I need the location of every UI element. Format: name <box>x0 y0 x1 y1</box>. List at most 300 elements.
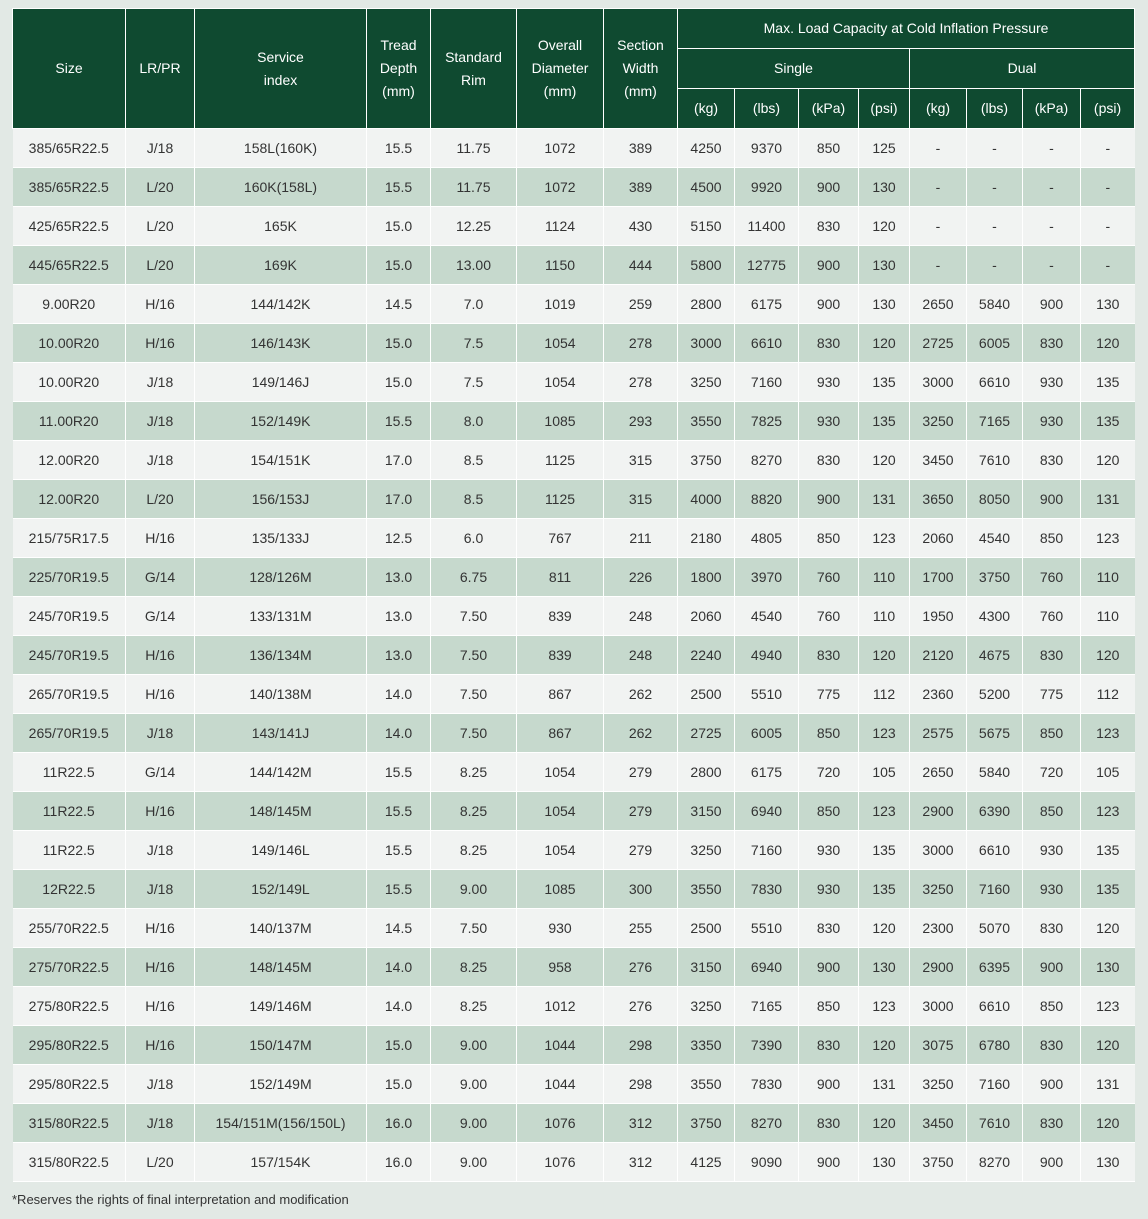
cell-single-psi: 120 <box>859 324 910 363</box>
cell-lrpr: H/16 <box>126 519 195 558</box>
cell-single-kpa: 900 <box>799 285 859 324</box>
table-row <box>13 1065 1135 1104</box>
cell-standard-rim: 11.75 <box>431 168 517 207</box>
cell-single-psi: 112 <box>859 675 910 714</box>
table-row <box>13 207 1135 246</box>
table-header <box>13 9 1135 129</box>
cell-dual-kg: 2300 <box>910 909 967 948</box>
cell-tread-depth: 14.0 <box>367 714 431 753</box>
table-row <box>13 129 1135 168</box>
cell-single-kg: 2500 <box>678 909 735 948</box>
cell-standard-rim: 7.50 <box>431 714 517 753</box>
cell-dual-lbs: 8050 <box>967 480 1023 519</box>
cell-lrpr: G/14 <box>126 597 195 636</box>
cell-standard-rim: 9.00 <box>431 1026 517 1065</box>
cell-lrpr: H/16 <box>126 1026 195 1065</box>
cell-dual-kpa: 930 <box>1023 363 1081 402</box>
cell-single-kg: 5800 <box>678 246 735 285</box>
cell-single-lbs: 6175 <box>735 753 799 792</box>
cell-dual-psi: 123 <box>1081 792 1135 831</box>
cell-dual-kg: 3450 <box>910 1104 967 1143</box>
cell-single-kg: 3250 <box>678 987 735 1026</box>
cell-overall-diameter: 1085 <box>517 402 604 441</box>
cell-single-psi: 123 <box>859 987 910 1026</box>
cell-dual-kpa: 900 <box>1023 1143 1081 1182</box>
cell-single-kpa: 830 <box>799 441 859 480</box>
cell-dual-psi: 123 <box>1081 987 1135 1026</box>
cell-section-width: 389 <box>604 168 678 207</box>
cell-single-kpa: 830 <box>799 636 859 675</box>
cell-section-width: 259 <box>604 285 678 324</box>
header-unit-kg: (kg) <box>678 89 735 129</box>
cell-single-kpa: 930 <box>799 402 859 441</box>
cell-section-width: 315 <box>604 441 678 480</box>
cell-dual-kg: 3000 <box>910 363 967 402</box>
cell-size: 225/70R19.5 <box>13 558 126 597</box>
table-row <box>13 480 1135 519</box>
table-row <box>13 402 1135 441</box>
cell-service-index: 149/146L <box>195 831 367 870</box>
cell-overall-diameter: 767 <box>517 519 604 558</box>
cell-dual-lbs: 5070 <box>967 909 1023 948</box>
cell-dual-kpa: 830 <box>1023 324 1081 363</box>
cell-dual-lbs: 3750 <box>967 558 1023 597</box>
cell-size: 295/80R22.5 <box>13 1026 126 1065</box>
cell-section-width: 279 <box>604 753 678 792</box>
cell-single-psi: 110 <box>859 558 910 597</box>
cell-dual-kg: 2650 <box>910 285 967 324</box>
cell-standard-rim: 7.50 <box>431 636 517 675</box>
cell-standard-rim: 9.00 <box>431 1143 517 1182</box>
cell-dual-lbs: 4300 <box>967 597 1023 636</box>
cell-single-lbs: 8270 <box>735 1104 799 1143</box>
cell-tread-depth: 13.0 <box>367 636 431 675</box>
cell-single-lbs: 7830 <box>735 1065 799 1104</box>
table-row <box>13 831 1135 870</box>
cell-single-kpa: 900 <box>799 948 859 987</box>
cell-lrpr: H/16 <box>126 948 195 987</box>
cell-dual-psi: - <box>1081 246 1135 285</box>
header-section-width-line: Width <box>622 60 659 76</box>
header-tread-depth-line: Tread <box>380 37 417 53</box>
cell-single-lbs: 7165 <box>735 987 799 1026</box>
cell-overall-diameter: 1054 <box>517 753 604 792</box>
header-standard-rim-line: Rim <box>461 71 486 88</box>
cell-dual-psi: 123 <box>1081 714 1135 753</box>
cell-section-width: 262 <box>604 675 678 714</box>
cell-tread-depth: 15.5 <box>367 402 431 441</box>
cell-dual-kg: 3075 <box>910 1026 967 1065</box>
cell-single-kpa: 720 <box>799 753 859 792</box>
cell-dual-psi: - <box>1081 168 1135 207</box>
cell-single-lbs: 5510 <box>735 909 799 948</box>
header-unit-kg: (kg) <box>910 89 967 129</box>
cell-tread-depth: 15.0 <box>367 207 431 246</box>
cell-dual-kpa: 830 <box>1023 441 1081 480</box>
cell-size: 295/80R22.5 <box>13 1065 126 1104</box>
cell-dual-psi: 130 <box>1081 948 1135 987</box>
cell-overall-diameter: 1044 <box>517 1065 604 1104</box>
cell-dual-kg: 2360 <box>910 675 967 714</box>
cell-standard-rim: 8.25 <box>431 948 517 987</box>
header-tread-depth <box>367 9 431 129</box>
cell-standard-rim: 9.00 <box>431 870 517 909</box>
cell-single-kpa: 850 <box>799 129 859 168</box>
cell-lrpr: H/16 <box>126 285 195 324</box>
cell-section-width: 279 <box>604 831 678 870</box>
cell-dual-kg: 2900 <box>910 948 967 987</box>
cell-single-lbs: 6610 <box>735 324 799 363</box>
table-row <box>13 285 1135 324</box>
cell-overall-diameter: 1150 <box>517 246 604 285</box>
cell-dual-kpa: 850 <box>1023 714 1081 753</box>
cell-dual-kpa: 760 <box>1023 597 1081 636</box>
cell-single-kg: 3550 <box>678 402 735 441</box>
cell-single-lbs: 12775 <box>735 246 799 285</box>
cell-dual-kpa: 900 <box>1023 480 1081 519</box>
cell-dual-lbs: - <box>967 129 1023 168</box>
cell-single-lbs: 9920 <box>735 168 799 207</box>
table-body <box>13 129 1135 1182</box>
cell-single-psi: 105 <box>859 753 910 792</box>
cell-size: 315/80R22.5 <box>13 1143 126 1182</box>
cell-single-psi: 130 <box>859 948 910 987</box>
cell-section-width: 276 <box>604 948 678 987</box>
cell-single-lbs: 6940 <box>735 792 799 831</box>
cell-service-index: 144/142K <box>195 285 367 324</box>
cell-standard-rim: 6.0 <box>431 519 517 558</box>
cell-tread-depth: 15.5 <box>367 168 431 207</box>
table-row <box>13 675 1135 714</box>
cell-single-kg: 3550 <box>678 1065 735 1104</box>
cell-single-psi: 120 <box>859 441 910 480</box>
cell-single-kg: 2500 <box>678 675 735 714</box>
cell-dual-lbs: 6005 <box>967 324 1023 363</box>
tire-spec-table-container <box>12 8 1134 1182</box>
cell-dual-kg: 2725 <box>910 324 967 363</box>
cell-dual-kpa: 775 <box>1023 675 1081 714</box>
cell-section-width: 312 <box>604 1143 678 1182</box>
cell-single-psi: 130 <box>859 285 910 324</box>
tire-spec-table <box>12 8 1135 1182</box>
cell-dual-kg: - <box>910 246 967 285</box>
cell-single-kpa: 760 <box>799 558 859 597</box>
cell-dual-kg: 3000 <box>910 831 967 870</box>
cell-tread-depth: 12.5 <box>367 519 431 558</box>
cell-dual-kpa: 830 <box>1023 1104 1081 1143</box>
cell-dual-lbs: 7610 <box>967 441 1023 480</box>
cell-dual-lbs: - <box>967 207 1023 246</box>
cell-dual-kg: 2575 <box>910 714 967 753</box>
cell-single-lbs: 7160 <box>735 363 799 402</box>
cell-lrpr: J/18 <box>126 441 195 480</box>
cell-section-width: 389 <box>604 129 678 168</box>
cell-dual-psi: 120 <box>1081 441 1135 480</box>
cell-overall-diameter: 1072 <box>517 168 604 207</box>
cell-single-psi: 120 <box>859 207 910 246</box>
cell-single-lbs: 11400 <box>735 207 799 246</box>
cell-dual-psi: 105 <box>1081 753 1135 792</box>
cell-lrpr: J/18 <box>126 129 195 168</box>
cell-section-width: 298 <box>604 1065 678 1104</box>
cell-dual-kg: 2900 <box>910 792 967 831</box>
table-row <box>13 1026 1135 1065</box>
cell-lrpr: J/18 <box>126 870 195 909</box>
cell-single-psi: 130 <box>859 246 910 285</box>
cell-single-psi: 120 <box>859 1026 910 1065</box>
cell-section-width: 255 <box>604 909 678 948</box>
cell-overall-diameter: 1019 <box>517 285 604 324</box>
cell-single-lbs: 7390 <box>735 1026 799 1065</box>
cell-single-psi: 123 <box>859 792 910 831</box>
cell-section-width: 248 <box>604 636 678 675</box>
cell-single-lbs: 8820 <box>735 480 799 519</box>
cell-dual-psi: 130 <box>1081 1143 1135 1182</box>
cell-single-kpa: 775 <box>799 675 859 714</box>
cell-service-index: 140/138M <box>195 675 367 714</box>
cell-size: 12.00R20 <box>13 441 126 480</box>
cell-size: 245/70R19.5 <box>13 597 126 636</box>
cell-size: 265/70R19.5 <box>13 714 126 753</box>
cell-dual-kg: 1700 <box>910 558 967 597</box>
header-unit-lbs: (lbs) <box>735 89 799 129</box>
cell-section-width: 279 <box>604 792 678 831</box>
cell-overall-diameter: 1054 <box>517 792 604 831</box>
cell-single-psi: 135 <box>859 831 910 870</box>
cell-dual-kg: 3000 <box>910 987 967 1026</box>
cell-tread-depth: 15.5 <box>367 831 431 870</box>
cell-service-index: 140/137M <box>195 909 367 948</box>
cell-standard-rim: 7.50 <box>431 675 517 714</box>
cell-dual-psi: 135 <box>1081 402 1135 441</box>
cell-overall-diameter: 1054 <box>517 363 604 402</box>
cell-lrpr: L/20 <box>126 207 195 246</box>
cell-dual-lbs: - <box>967 168 1023 207</box>
cell-single-lbs: 7825 <box>735 402 799 441</box>
cell-dual-lbs: - <box>967 246 1023 285</box>
header-unit-kpa: (kPa) <box>1023 89 1081 129</box>
cell-single-kpa: 930 <box>799 831 859 870</box>
cell-lrpr: J/18 <box>126 714 195 753</box>
table-row <box>13 324 1135 363</box>
cell-dual-kg: 2060 <box>910 519 967 558</box>
cell-dual-psi: 120 <box>1081 1104 1135 1143</box>
cell-dual-kg: 3650 <box>910 480 967 519</box>
cell-overall-diameter: 1072 <box>517 129 604 168</box>
cell-overall-diameter: 1076 <box>517 1104 604 1143</box>
cell-tread-depth: 15.5 <box>367 753 431 792</box>
cell-service-index: 150/147M <box>195 1026 367 1065</box>
header-section-width-line: Section <box>617 37 664 53</box>
cell-tread-depth: 15.5 <box>367 792 431 831</box>
cell-service-index: 149/146J <box>195 363 367 402</box>
cell-lrpr: H/16 <box>126 636 195 675</box>
cell-lrpr: H/16 <box>126 792 195 831</box>
cell-single-kg: 4125 <box>678 1143 735 1182</box>
cell-size: 275/70R22.5 <box>13 948 126 987</box>
cell-dual-kpa: - <box>1023 246 1081 285</box>
header-unit-lbs: (lbs) <box>967 89 1023 129</box>
cell-section-width: 211 <box>604 519 678 558</box>
cell-overall-diameter: 1125 <box>517 441 604 480</box>
table-row <box>13 714 1135 753</box>
cell-dual-psi: 135 <box>1081 831 1135 870</box>
cell-dual-kpa: 850 <box>1023 987 1081 1026</box>
cell-single-lbs: 4940 <box>735 636 799 675</box>
cell-service-index: 158L(160K) <box>195 129 367 168</box>
cell-single-lbs: 8270 <box>735 441 799 480</box>
cell-dual-kpa: 930 <box>1023 870 1081 909</box>
cell-service-index: 136/134M <box>195 636 367 675</box>
cell-lrpr: L/20 <box>126 1143 195 1182</box>
header-unit-kpa: (kPa) <box>799 89 859 129</box>
cell-size: 385/65R22.5 <box>13 168 126 207</box>
header-service-index-line: Service <box>257 48 304 65</box>
cell-dual-psi: 110 <box>1081 597 1135 636</box>
cell-single-kpa: 830 <box>799 324 859 363</box>
cell-section-width: 298 <box>604 1026 678 1065</box>
cell-single-kpa: 900 <box>799 480 859 519</box>
cell-single-kg: 3150 <box>678 948 735 987</box>
cell-tread-depth: 17.0 <box>367 441 431 480</box>
cell-overall-diameter: 1085 <box>517 870 604 909</box>
cell-dual-kg: 3450 <box>910 441 967 480</box>
cell-single-kg: 3750 <box>678 441 735 480</box>
cell-single-psi: 135 <box>859 870 910 909</box>
cell-single-kpa: 930 <box>799 363 859 402</box>
cell-single-kg: 3150 <box>678 792 735 831</box>
cell-size: 10.00R20 <box>13 363 126 402</box>
cell-single-lbs: 6940 <box>735 948 799 987</box>
cell-dual-lbs: 7610 <box>967 1104 1023 1143</box>
cell-standard-rim: 12.25 <box>431 207 517 246</box>
cell-single-kg: 1800 <box>678 558 735 597</box>
cell-dual-kpa: 720 <box>1023 753 1081 792</box>
cell-lrpr: J/18 <box>126 363 195 402</box>
cell-service-index: 157/154K <box>195 1143 367 1182</box>
cell-single-kg: 2800 <box>678 285 735 324</box>
cell-single-psi: 120 <box>859 1104 910 1143</box>
cell-section-width: 248 <box>604 597 678 636</box>
cell-dual-psi: 135 <box>1081 870 1135 909</box>
cell-size: 11R22.5 <box>13 831 126 870</box>
cell-standard-rim: 7.0 <box>431 285 517 324</box>
cell-single-lbs: 4805 <box>735 519 799 558</box>
cell-lrpr: H/16 <box>126 675 195 714</box>
table-row <box>13 753 1135 792</box>
cell-dual-kpa: 760 <box>1023 558 1081 597</box>
header-service-index-line: index <box>263 71 298 88</box>
header-single: Single <box>678 49 910 89</box>
cell-dual-kpa: 830 <box>1023 636 1081 675</box>
cell-lrpr: H/16 <box>126 987 195 1026</box>
cell-section-width: 278 <box>604 324 678 363</box>
cell-single-kpa: 900 <box>799 1065 859 1104</box>
cell-dual-psi: - <box>1081 129 1135 168</box>
cell-service-index: 143/141J <box>195 714 367 753</box>
cell-overall-diameter: 958 <box>517 948 604 987</box>
cell-dual-kg: - <box>910 129 967 168</box>
cell-service-index: 148/145M <box>195 948 367 987</box>
cell-standard-rim: 13.00 <box>431 246 517 285</box>
header-size: Size <box>13 9 126 129</box>
header-overall-diameter-line: Diameter <box>531 60 589 76</box>
cell-standard-rim: 7.50 <box>431 597 517 636</box>
cell-section-width: 262 <box>604 714 678 753</box>
cell-dual-kg: - <box>910 168 967 207</box>
cell-tread-depth: 16.0 <box>367 1104 431 1143</box>
cell-service-index: 152/149L <box>195 870 367 909</box>
cell-tread-depth: 14.5 <box>367 909 431 948</box>
cell-service-index: 133/131M <box>195 597 367 636</box>
cell-single-lbs: 9090 <box>735 1143 799 1182</box>
cell-lrpr: H/16 <box>126 909 195 948</box>
cell-size: 245/70R19.5 <box>13 636 126 675</box>
cell-size: 385/65R22.5 <box>13 129 126 168</box>
cell-dual-psi: 131 <box>1081 1065 1135 1104</box>
cell-single-kg: 2725 <box>678 714 735 753</box>
cell-service-index: 148/145M <box>195 792 367 831</box>
cell-overall-diameter: 811 <box>517 558 604 597</box>
cell-overall-diameter: 1044 <box>517 1026 604 1065</box>
cell-dual-psi: 131 <box>1081 480 1135 519</box>
cell-service-index: 160K(158L) <box>195 168 367 207</box>
cell-single-kg: 3250 <box>678 831 735 870</box>
cell-single-kg: 4000 <box>678 480 735 519</box>
cell-tread-depth: 14.5 <box>367 285 431 324</box>
cell-size: 215/75R17.5 <box>13 519 126 558</box>
cell-dual-kpa: 900 <box>1023 1065 1081 1104</box>
header-section-width <box>604 9 678 129</box>
cell-overall-diameter: 1012 <box>517 987 604 1026</box>
cell-single-lbs: 9370 <box>735 129 799 168</box>
cell-single-kpa: 850 <box>799 987 859 1026</box>
header-overall-diameter-line: (mm) <box>543 83 577 99</box>
cell-tread-depth: 15.0 <box>367 363 431 402</box>
cell-single-kg: 3350 <box>678 1026 735 1065</box>
cell-single-lbs: 6005 <box>735 714 799 753</box>
cell-size: 12.00R20 <box>13 480 126 519</box>
cell-overall-diameter: 1124 <box>517 207 604 246</box>
cell-standard-rim: 8.25 <box>431 792 517 831</box>
cell-lrpr: J/18 <box>126 1104 195 1143</box>
cell-single-lbs: 6175 <box>735 285 799 324</box>
table-row <box>13 792 1135 831</box>
cell-lrpr: L/20 <box>126 246 195 285</box>
cell-overall-diameter: 1076 <box>517 1143 604 1182</box>
cell-standard-rim: 8.5 <box>431 480 517 519</box>
footnote: *Reserves the rights of final interpretation and modification <box>12 1192 349 1207</box>
cell-single-psi: 123 <box>859 714 910 753</box>
cell-overall-diameter: 867 <box>517 714 604 753</box>
cell-service-index: 149/146M <box>195 987 367 1026</box>
cell-standard-rim: 8.25 <box>431 831 517 870</box>
cell-single-psi: 131 <box>859 1065 910 1104</box>
cell-tread-depth: 16.0 <box>367 1143 431 1182</box>
cell-single-psi: 130 <box>859 1143 910 1182</box>
cell-size: 12R22.5 <box>13 870 126 909</box>
cell-standard-rim: 11.75 <box>431 129 517 168</box>
cell-single-kg: 3000 <box>678 324 735 363</box>
cell-tread-depth: 15.5 <box>367 870 431 909</box>
table-row <box>13 597 1135 636</box>
cell-single-psi: 135 <box>859 363 910 402</box>
table-row <box>13 168 1135 207</box>
cell-dual-lbs: 6610 <box>967 831 1023 870</box>
header-service-index <box>195 9 367 129</box>
cell-single-lbs: 7160 <box>735 831 799 870</box>
cell-dual-kpa: 930 <box>1023 402 1081 441</box>
